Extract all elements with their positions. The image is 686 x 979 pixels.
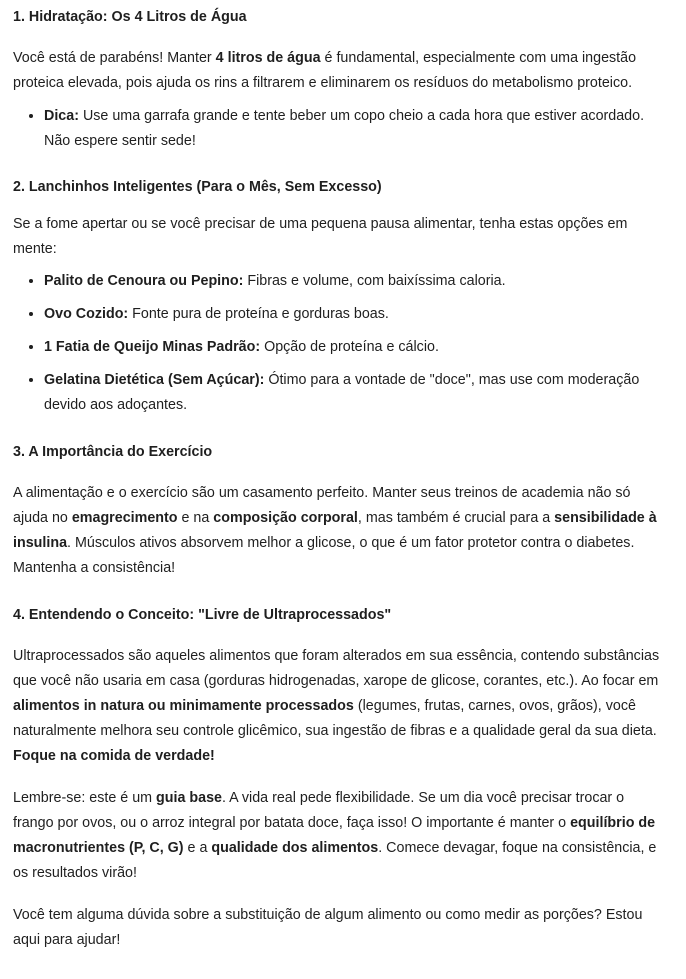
- list-item-text: Fonte pura de proteína e gorduras boas.: [128, 306, 389, 322]
- list-item-label: 1 Fatia de Queijo Minas Padrão:: [44, 339, 261, 355]
- list-item: [44, 367, 660, 418]
- list-item-text: Ótimo para a vontade de "doce", mas use com moderação devido aos adoçantes.: [44, 372, 640, 413]
- text-span: . A vida real pede flexibilidade. Se um dia você precisar trocar o frango por ovos, ou o arroz integral por batata doce, faça isso! O importante é manter o: [13, 790, 625, 831]
- list-item-label: Palito de Cenoura ou Pepino:: [44, 273, 244, 289]
- snacks-list: [13, 268, 660, 418]
- text-span: Ultraprocessados são aqueles alimentos que foram alterados em sua essência, contendo substâncias que você não usaria em casa (gorduras hidrogenadas, xarope de glicose, corantes, etc.). Ao focar em: [13, 648, 660, 689]
- list-item-text: Fibras e volume, com baixíssima caloria.: [243, 273, 506, 289]
- section-heading-exercise: 3. A Importância do Exercício: [13, 444, 213, 460]
- text-span: , mas também é crucial para a: [357, 510, 555, 526]
- text-span: Você está de parabéns! Manter: [13, 50, 216, 66]
- bold-text: qualidade dos alimentos: [211, 840, 379, 856]
- snacks-intro: Se a fome apertar ou se você precisar de uma pequena pausa alimentar, tenha estas opções em mente:: [13, 216, 628, 257]
- text-span: . Músculos ativos absorvem melhor a glicose, o que é um fator protetor contra o diabetes. Mantenha a consistência!: [13, 535, 635, 576]
- hydration-tips-list: [13, 103, 660, 154]
- list-item: [44, 301, 660, 327]
- text-span: A alimentação e o exercício são um casamento perfeito. Manter seus treinos de academia não só ajuda no: [13, 485, 631, 526]
- bold-text: emagrecimento: [71, 510, 178, 526]
- bold-text: composição corporal: [213, 510, 358, 526]
- bold-text: alimentos in natura ou minimamente processados: [13, 698, 354, 714]
- section-heading-hydration: 1. Hidratação: Os 4 Litros de Água: [13, 9, 247, 25]
- bold-text: Foque na comida de verdade!: [13, 748, 215, 764]
- text-span: . Comece devagar, foque na consistência, e os resultados virão!: [13, 840, 657, 881]
- list-item-text: Opção de proteína e cálcio.: [260, 339, 439, 355]
- bold-text: equilíbrio de macronutrientes (P, C, G): [13, 815, 656, 856]
- text-span: Lembre-se: este é um: [13, 790, 157, 806]
- text-span: é fundamental, especialmente com uma ingestão proteica elevada, pois ajuda os rins a filtrarem e eliminarem os resíduos do metabolismo proteico.: [13, 50, 637, 91]
- list-item: [44, 103, 660, 154]
- ultraprocessed-paragraph: [13, 644, 660, 769]
- bold-text: guia base: [156, 790, 222, 806]
- list-item-text: Use uma garrafa grande e tente beber um copo cheio a cada hora que estiver acordado. Não espere sentir sede!: [44, 108, 645, 149]
- text-span: e a: [183, 840, 212, 856]
- list-item-label: Dica:: [44, 108, 79, 124]
- closing-paragraph: [13, 786, 660, 886]
- list-item-label: Ovo Cozido:: [44, 306, 129, 322]
- exercise-paragraph: [13, 481, 660, 581]
- list-item: [44, 334, 660, 360]
- section-heading-ultraprocessed: 4. Entendendo o Conceito: "Livre de Ultraprocessados": [13, 607, 392, 623]
- list-item: [44, 268, 660, 294]
- text-span: e na: [177, 510, 214, 526]
- follow-up-question: Você tem alguma dúvida sobre a substituição de algum alimento ou como medir as porções? Estou aqui para ajudar!: [13, 907, 643, 948]
- bold-text: 4 litros de água: [215, 50, 321, 66]
- bold-text: sensibilidade à insulina: [13, 510, 657, 551]
- text-span: (legumes, frutas, carnes, ovos, grãos), você naturalmente melhora seu controle glicêmico, sua ingestão de fibras e a qualidade geral da sua dieta.: [13, 698, 657, 739]
- list-item-label: Gelatina Dietética (Sem Açúcar):: [44, 372, 265, 388]
- hydration-paragraph: [13, 46, 660, 96]
- section-heading-snacks: 2. Lanchinhos Inteligentes (Para o Mês, Sem Excesso): [13, 179, 382, 195]
